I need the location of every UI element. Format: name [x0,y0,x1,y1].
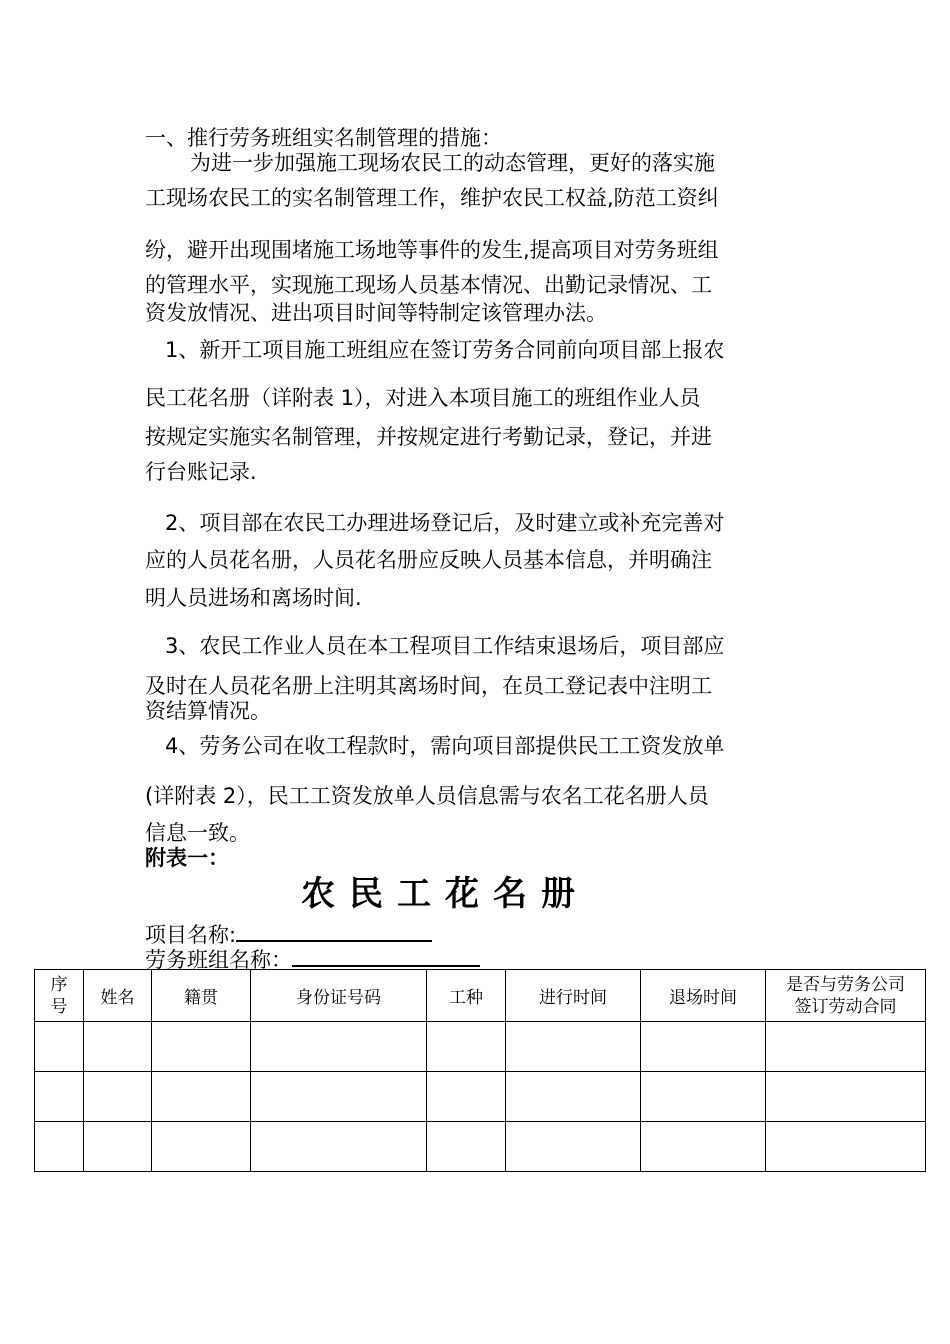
team-name-blank [292,945,480,967]
header-origin: 籍贯 [152,970,251,1022]
header-entry-time: 进行时间 [506,970,641,1022]
table-cell [251,1122,427,1172]
header-id-number: 身份证号码 [251,970,427,1022]
paragraph-line: 1、新开工项目施工班组应在签订劳务合同前向项目部上报农 [165,338,725,362]
table-cell [84,1072,152,1122]
header-name: 姓名 [84,970,152,1022]
table-cell [506,1022,641,1072]
paragraph-line: 资结算情况。 [145,699,271,723]
table-cell [427,1022,506,1072]
table-cell [251,1022,427,1072]
table-cell [84,1122,152,1172]
paragraph-line: 信息一致。 [145,821,250,845]
table-cell [766,1122,926,1172]
table-row [35,1022,926,1072]
table-cell [35,1072,84,1122]
paragraph-line: 明人员进场和离场时间. [145,586,362,610]
table-cell [641,1122,766,1172]
table-cell [84,1022,152,1072]
table-cell [766,1022,926,1072]
paragraph-line: 纷，避开出现围堵施工场地等事件的发生,提高项目对劳务班组 [145,238,719,262]
header-trade: 工种 [427,970,506,1022]
paragraph-line: 工现场农民工的实名制管理工作，维护农民工权益,防范工资纠 [145,186,719,210]
table-cell [641,1072,766,1122]
table-row [35,1072,926,1122]
table-cell [506,1072,641,1122]
table-cell [35,1022,84,1072]
paragraph-line: 3、农民工作业人员在本工程项目工作结束退场后，项目部应 [165,634,725,658]
table-cell [152,1022,251,1072]
paragraph-line: 4、劳务公司在收工程款时，需向项目部提供民工工资发放单 [165,734,725,758]
paragraph-line: 为进一步加强施工现场农民工的动态管理，更好的落实施 [190,151,715,175]
section-heading: 一、推行劳务班组实名制管理的措施： [145,126,502,150]
table-cell [152,1122,251,1172]
header-contract: 是否与劳务公司 签订劳动合同 [766,970,926,1022]
paragraph-line: 应的人员花名册，人员花名册应反映人员基本信息，并明确注 [145,548,712,572]
table-header-row [35,970,926,1022]
table-cell [251,1072,427,1122]
header-seq: 序 号 [35,970,84,1022]
table-cell [506,1122,641,1172]
paragraph-line: 资发放情况、进出项目时间等特制定该管理办法。 [145,301,607,325]
project-name-blank [236,920,432,942]
table-cell [152,1072,251,1122]
project-name-label: 项目名称: [145,923,237,947]
form-title: 农民工花名册 [301,874,589,914]
project-name-field [145,920,432,947]
table-cell [766,1072,926,1122]
paragraph-line: 的管理水平，实现施工现场人员基本情况、出勤记录情况、工 [145,273,712,297]
appendix-label: 附表一： [145,846,229,870]
team-name-label: 劳务班组名称： [145,948,292,972]
header-exit-time: 退场时间 [641,970,766,1022]
table-cell [641,1022,766,1072]
team-name-field [145,945,480,972]
paragraph-line: 及时在人员花名册上注明其离场时间，在员工登记表中注明工 [145,674,712,698]
table-cell [427,1072,506,1122]
paragraph-line: 行台账记录. [145,460,257,484]
paragraph-line: (详附表 2），民工工资发放单人员信息需与农名工花名册人员 [145,784,709,808]
table-cell [427,1122,506,1172]
paragraph-line: 民工花名册（详附表 1），对进入本项目施工的班组作业人员 [145,386,701,410]
table-row [35,1122,926,1172]
paragraph-line: 2、项目部在农民工办理进场登记后，及时建立或补充完善对 [165,511,725,535]
table-cell [35,1122,84,1172]
paragraph-line: 按规定实施实名制管理，并按规定进行考勤记录，登记，并进 [145,425,712,449]
roster-table [34,969,926,1172]
